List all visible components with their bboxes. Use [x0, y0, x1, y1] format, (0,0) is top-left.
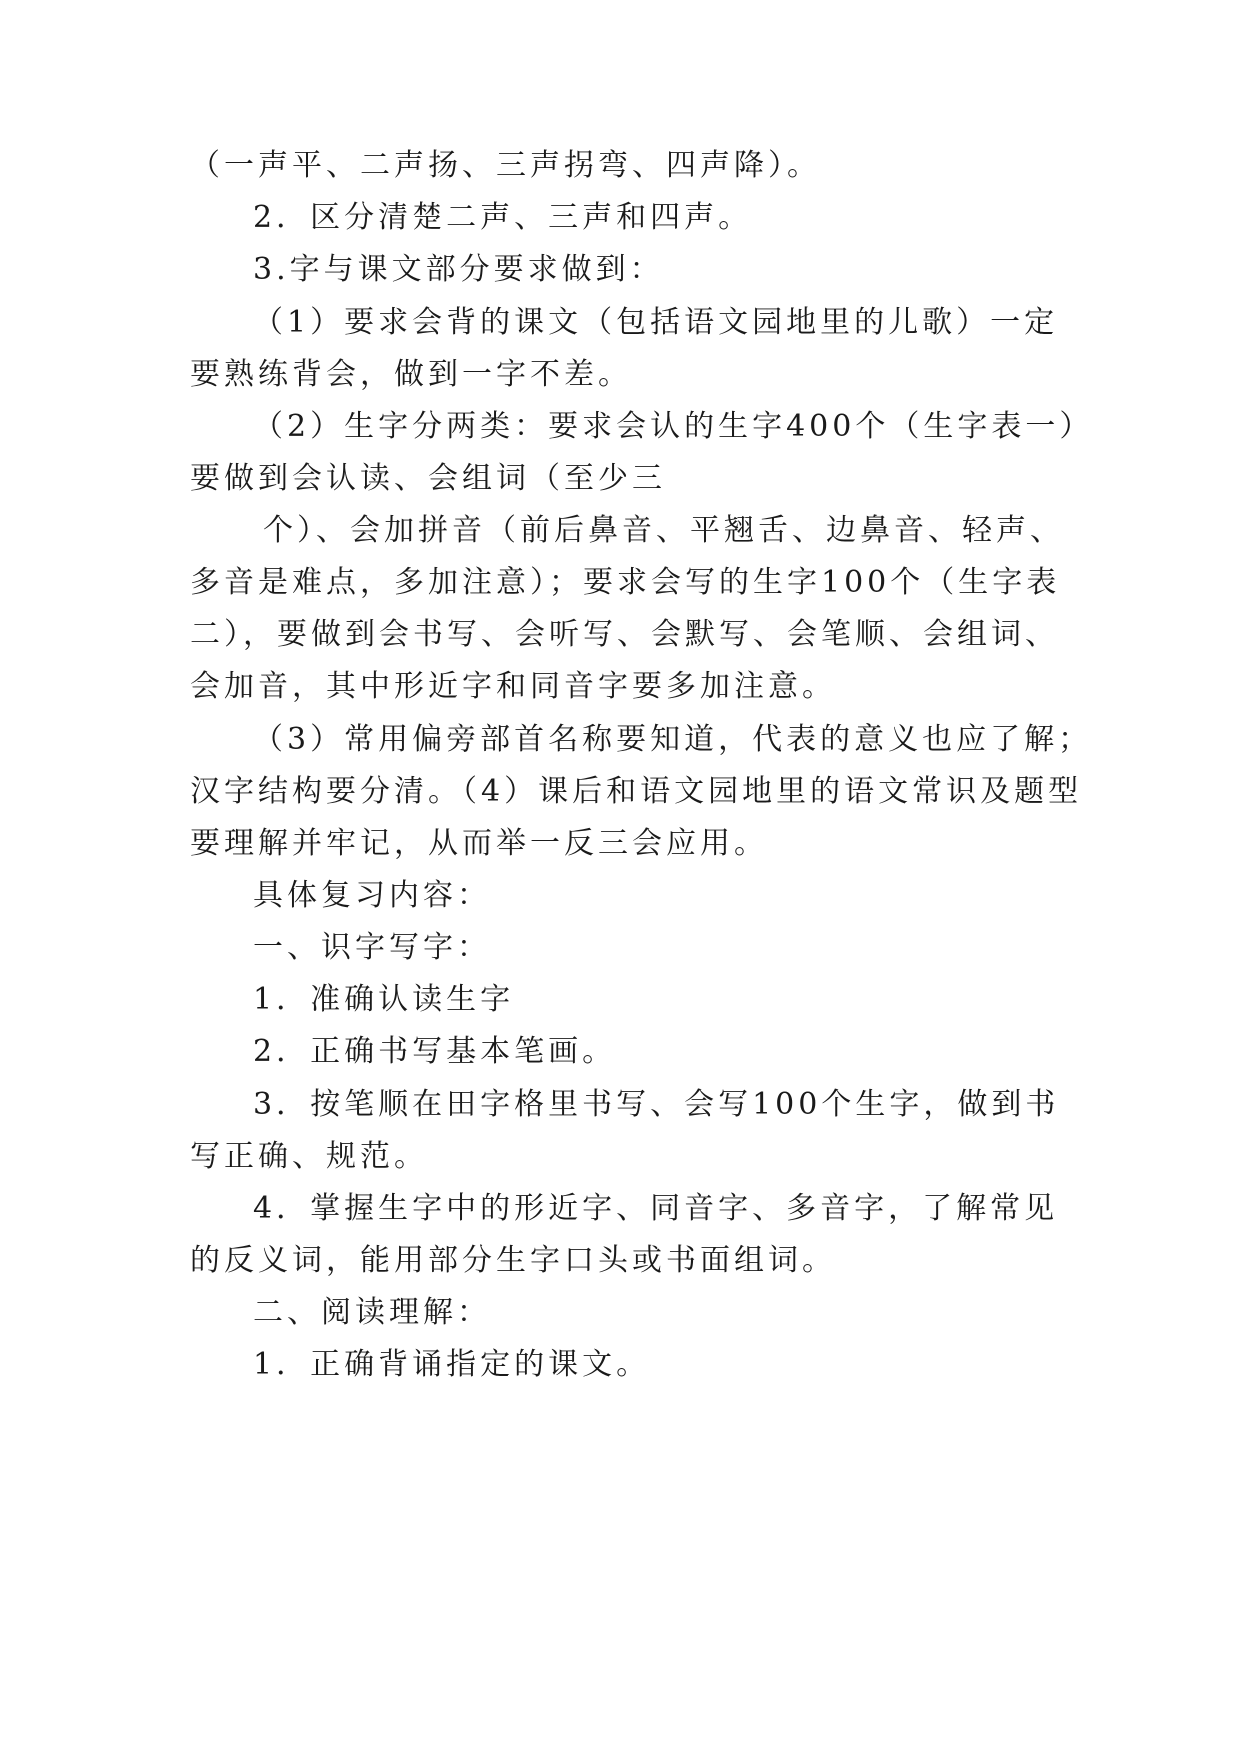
text-line: 要做到会认读、会组词（至少三	[190, 461, 666, 496]
section-heading: 一、识字写字：	[253, 930, 491, 965]
text-line: （一声平、二声扬、三声拐弯、四声降）。	[190, 148, 821, 183]
list-item: 4．掌握生字中的形近字、同音字、多音字，了解常见	[253, 1191, 1059, 1226]
section-heading: 具体复习内容：	[253, 878, 491, 913]
list-item: 1．准确认读生字	[253, 982, 515, 1017]
text-line: 二），要做到会书写、会听写、会默写、会笔顺、会组词、	[190, 617, 1059, 652]
text-line: 的反义词，能用部分生字口头或书面组词。	[190, 1243, 836, 1278]
text-line: （1）要求会背的课文（包括语文园地里的儿歌）一定	[253, 305, 1059, 340]
text-line: 汉字结构要分清。（4）课后和语文园地里的语文常识及题型	[190, 774, 1083, 809]
text-line: 写正确、规范。	[190, 1139, 428, 1174]
list-item: 1．正确背诵指定的课文。	[253, 1347, 651, 1382]
section-heading: 二、阅读理解：	[253, 1295, 491, 1330]
text-line: （3）常用偏旁部首名称要知道，代表的意义也应了解；	[253, 722, 1093, 757]
text-line: （2）生字分两类：要求会认的生字400个（生字表一）	[253, 409, 1094, 444]
list-item: 3．按笔顺在田字格里书写、会写100个生字，做到书	[253, 1087, 1060, 1122]
text-line: 要熟练背会，做到一字不差。	[190, 357, 632, 392]
list-item: 2．正确书写基本笔画。	[253, 1034, 617, 1069]
text-line: 3.字与课文部分要求做到：	[253, 252, 664, 287]
text-line: 要理解并牢记，从而举一反三会应用。	[190, 826, 768, 861]
text-line: 2．区分清楚二声、三声和四声。	[253, 200, 753, 235]
text-line: 多音是难点，多加注意）；要求会写的生字100个（生字表	[190, 565, 1061, 600]
text-line: 个）、会加拼音（前后鼻音、平翘舌、边鼻音、轻声、	[263, 513, 1064, 548]
text-line: 会加音，其中形近字和同音字要多加注意。	[190, 669, 836, 704]
